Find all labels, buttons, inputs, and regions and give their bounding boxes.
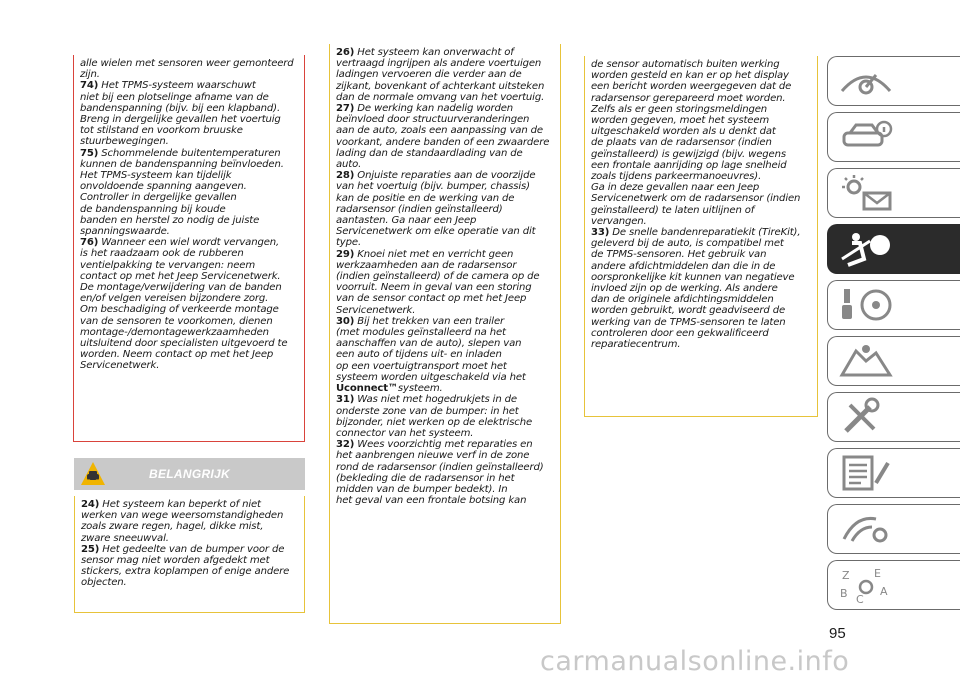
- note-number-26: 26): [336, 47, 355, 58]
- note-number-32: 32): [336, 439, 355, 451]
- note-text-27: De werking kan nadelig worden beïnvloed door structuurveranderingen aan de auto, zoals een aanpassing van de voorkant, andere banden of een zwaardere lading dan de standaardlading van de auto.: [336, 103, 550, 171]
- note-number-28: 28): [336, 170, 355, 182]
- note-text-29: Knoei niet met en verricht geen werkzaamheden aan de radarsensor (indien geïnstalleerd) of de camera op de voorruit. Neem in geval van een storing van de sensor contact op met het Jeep Servicenetwerk.: [336, 248, 540, 316]
- technical-data-icon: [836, 509, 896, 549]
- note-number-27: 27): [336, 103, 355, 115]
- maintenance-icon: [836, 453, 896, 493]
- note-number-76: 76): [80, 237, 99, 249]
- car-info-icon: [836, 117, 896, 157]
- continued-text: alle wielen met sensoren weer gemonteerd zijn.: [80, 58, 294, 81]
- note-number-25: 25): [81, 543, 100, 555]
- svg-text:Z: Z: [842, 569, 850, 582]
- note-text-74: Het TPMS-systeem waarschuwt niet bij een plotselinge afname van de bandenspanning (bijv. bij een klapband). Breng in dergelijke gevallen het voertuig tot stilstand en voorkom bruuske stuurbewegingen.: [80, 80, 281, 148]
- emergency-icon: [836, 397, 896, 437]
- safety-airbag-icon: [836, 229, 896, 269]
- note-text-76: Wanneer een wiel wordt vervangen, is het raadzaam ook de rubberen ventielpakking te vervangen: neem contact op met het Jeep Servicenetwerk. De montage/verwijdering van de banden en/of velgen vereisen bijzondere zorg. Om beschadiging of verkeerde montage van de sensoren te voorkomen, dienen montage-/demontagewerkzaamheden uitsluitend door specialisten uitgevoerd te worden. Neem contact op met het Jeep Servicenetwerk.: [80, 237, 288, 372]
- column-2-notes: [329, 44, 561, 624]
- tab-lights-messages[interactable]: [827, 168, 960, 218]
- column-1-notes: [73, 55, 305, 442]
- note-text-24: Het systeem kan beperkt of niet werken van wege weersomstandigheden zoals zware regen, hagel, dikke mist, zware sneeuwval.: [81, 499, 284, 544]
- tab-maintenance[interactable]: [827, 448, 960, 498]
- note-number-74: 74): [80, 80, 99, 92]
- warning-lights-icon: [836, 341, 896, 381]
- svg-text:A: A: [880, 585, 888, 598]
- dashboard-icon: [836, 61, 896, 101]
- svg-text:B: B: [840, 587, 848, 600]
- tab-emergency[interactable]: [827, 392, 960, 442]
- uconnect-brand: Uconnect™: [336, 383, 398, 395]
- column-3-notes: [584, 56, 818, 417]
- note-text-31: Was niet met hogedrukjets in de onderste zone van de bumper: in het bijzonder, niet werken op de elektrische connector van het systeem.: [336, 394, 533, 439]
- note-text-33: De snelle bandenreparatiekit (TireKit), geleverd bij de auto, is compatibel met de TPMS-sensoren. Het gebruik van andere afdichtmiddelen dan die in de oorspronkelijke kit kunnen van negatieve invloed zijn op de werking. Als andere dan de originele afdichtingsmiddelen worden gebruikt, wordt geadviseerd de werking van de TPMS-sensoren te laten controleren door een gekwalificeerd reparatiecentrum.: [591, 227, 801, 351]
- tab-multimedia[interactable]: [827, 560, 960, 610]
- tab-safety[interactable]: [827, 224, 960, 274]
- note-number-75: 75): [80, 147, 99, 159]
- tab-technical-data[interactable]: [827, 504, 960, 554]
- important-notes: [74, 496, 305, 613]
- lights-message-icon: [836, 173, 896, 213]
- tab-dashboard[interactable]: [827, 56, 960, 106]
- banner-title: BELANGRIJK: [148, 467, 230, 481]
- note-text-32: Wees voorzichtig met reparaties en het aanbrengen nieuwe verf in de zone rond de radarsensor (indien geïnstalleerd) (bekleding die de radarsensor in het midden van de bumper bedekt). In het geval van een frontale botsing kan: [336, 439, 544, 507]
- note-number-24: 24): [81, 499, 100, 510]
- continued-text-col3: de sensor automatisch buiten werking worden gesteld en kan er op het display een bericht worden weergegeven dat de radarsensor gerepareerd moet worden. Zelfs als er geen storingsmeldingen worden gegeven, moet het systeem uitgeschakeld worden als u denkt dat de plaats van de radarsensor (indien geïnstalleerd) is gewijzigd (bijv. wegens een frontale aanrijding op lage snelheid zoals tijdens parkeermanoeuvres). Ga in deze gevallen naar een Jeep Servicenetwerk om de radarsensor (indien geïnstalleerd) te laten uitlijnen of vervangen.: [591, 59, 801, 227]
- note-text-25: Het gedeelte van de bumper voor de sensor mag niet worden afgedekt met stickers, extra koplampen of enige andere objecten.: [81, 543, 290, 589]
- note-number-30: 30): [336, 315, 355, 327]
- note-text-28: Onjuiste reparaties aan de voorzijde van het voertuig (bijv. bumper, chassis) kan de positie en de werking van de radarsensor (indien geïnstalleerd) aantasten. Ga naar een Jeep Servicenetwerk om elke operatie van dit type.: [336, 170, 536, 249]
- svg-text:E: E: [874, 567, 881, 580]
- svg-text:C: C: [856, 593, 864, 605]
- tab-start-driving[interactable]: [827, 280, 960, 330]
- note-text-26: Het systeem kan onverwacht of vertraagd ingrijpen als andere voertuigen ladingen vervoeren die verder aan de zijkant, bovenkant of achterkant uitsteken dan de normale omvang van het voertuig.: [336, 47, 545, 103]
- note-number-31: 31): [336, 394, 355, 406]
- watermark: carmanualsonline.info: [540, 646, 850, 677]
- start-driving-icon: [836, 285, 896, 325]
- note-text-30: Bij het trekken van een trailer (met modules geïnstalleerd na het aanschaffen van de auto), slepen van een auto of tijdens uit- en inladen op een voertuigtransport moet het systeem worden uitgeschakeld via het: [336, 315, 526, 383]
- note-number-29: 29): [336, 248, 355, 260]
- note-number-33: 33): [591, 227, 610, 239]
- multimedia-icon: [836, 565, 896, 605]
- tab-warning-lights[interactable]: [827, 336, 960, 386]
- tab-car-info[interactable]: [827, 112, 960, 162]
- important-banner: [74, 458, 305, 490]
- note-text-75: Schommelende buitentemperaturen kunnen de bandenspanning beïnvloeden. Het TPMS-systeem kan tijdelijk onvoldoende spanning aangeven. Controller in dergelijke gevallen de bandenspanning bij koude banden en herstel zo nodig de juiste spanningswaarde.: [80, 147, 284, 238]
- note-tail-30: systeem.: [397, 383, 443, 395]
- page-number: 95: [829, 625, 846, 642]
